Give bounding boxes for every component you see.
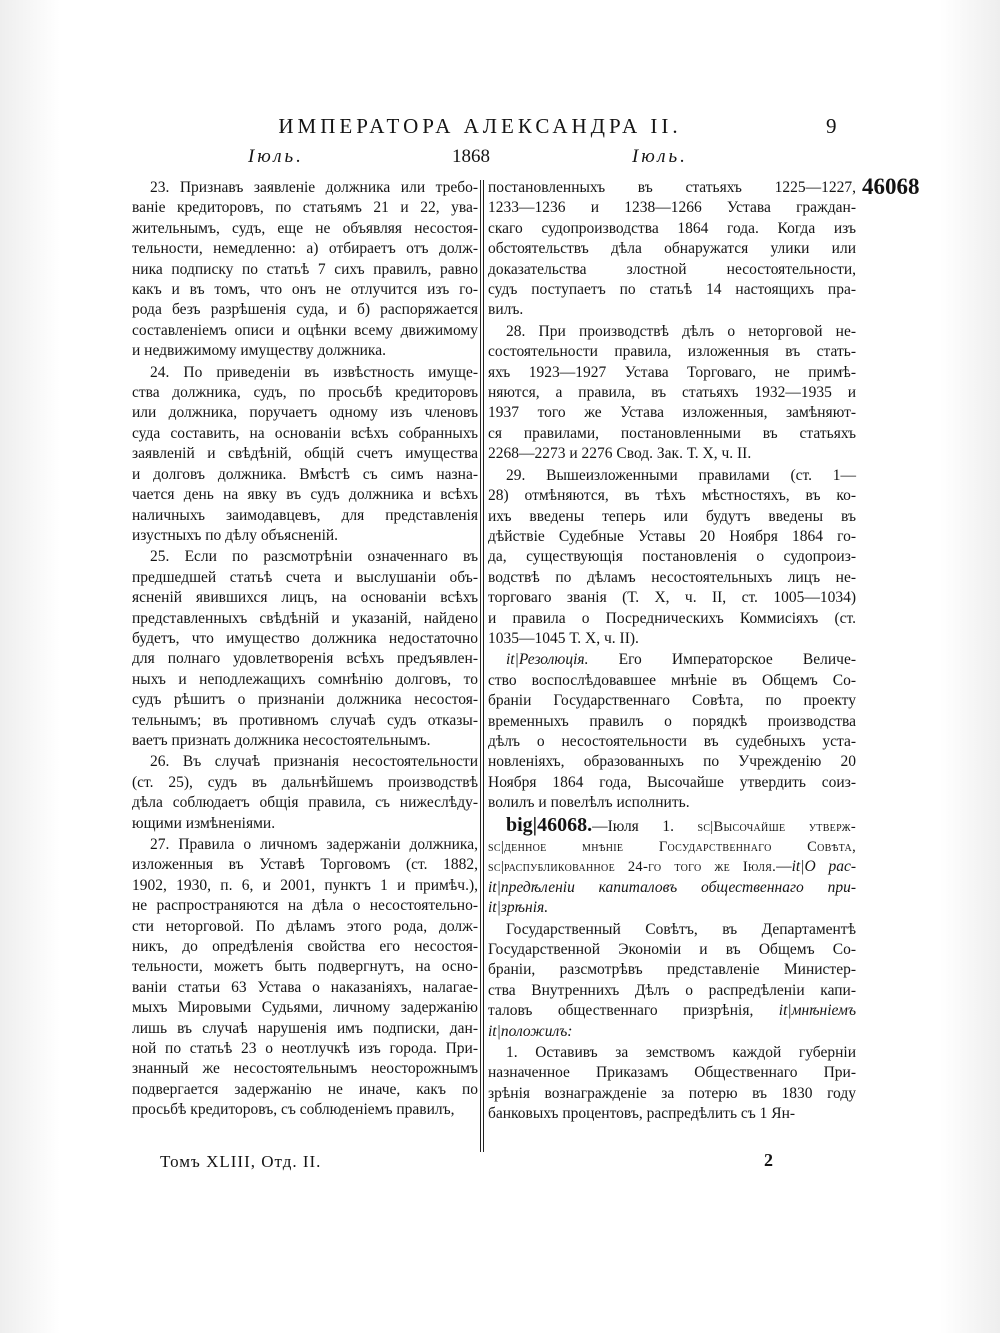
text-segment: ства Внутреннихъ Дѣлъ о распредѣленіи капи-: [488, 981, 856, 999]
text-segment: 28) отмѣняются, въ тѣхъ мѣстностяхъ, въ ко-: [488, 487, 856, 505]
text-segment: 28. При производствѣ дѣлъ о неторговой не-: [506, 322, 856, 340]
text-segment: ясненій явившихся лицъ, на основаніи всѣхъ: [132, 589, 478, 607]
text-line: [488, 981, 856, 1001]
text-segment: волилъ и повелѣлъ исполнить.: [488, 794, 690, 812]
text-segment: наличныхъ заимодавцевъ, для представленія: [132, 506, 478, 524]
text-segment: мыхъ Мировыми Судьями, личному задержанію: [132, 999, 478, 1017]
text-line: [488, 1084, 856, 1104]
paragraph: [132, 547, 478, 751]
paragraph: [488, 815, 856, 919]
text-segment: sc|Высочайше утверж-: [697, 818, 856, 835]
column-divider: [480, 180, 484, 1152]
paragraph: [132, 363, 478, 547]
text-line: [488, 219, 856, 239]
text-segment: ся правилами, постановленными въ статьяхъ: [488, 424, 856, 442]
text-segment: или должника, поручаетъ одному изъ членовъ: [132, 404, 478, 422]
text-line: [132, 526, 478, 546]
text-segment: Государственной Экономіи и въ Общемъ Со-: [488, 941, 856, 959]
text-segment: будетъ, что имущество должника недостаточно: [132, 629, 478, 647]
text-line: [132, 363, 478, 383]
text-segment: 27. Правила о личномъ задержаніи должника,: [150, 836, 478, 853]
paragraph: [132, 752, 478, 834]
text-line: [132, 752, 478, 772]
month-left: Іюль.: [248, 146, 304, 167]
margin-act-number: 46068: [862, 174, 920, 199]
text-line: [132, 1059, 478, 1079]
text-line: [488, 898, 856, 918]
text-line: [488, 363, 856, 383]
text-segment: представленныхъ свѣдѣній и указаній, найдено: [132, 609, 478, 627]
text-line: [488, 650, 856, 670]
text-line: [132, 321, 478, 341]
text-segment: 23. Признавъ заявленіе должника или требо-: [150, 179, 478, 196]
signature-mark: 2: [764, 1150, 773, 1170]
text-segment: изложенныя въ Уставѣ Торговомъ (ст. 1882,: [132, 856, 478, 874]
text-line: [132, 1100, 478, 1120]
text-segment: банковыхъ процентовъ, распредѣлить съ 1 Ян-: [488, 1105, 796, 1123]
right-column: [488, 178, 856, 1126]
text-line: [132, 568, 478, 588]
text-line: [488, 1001, 856, 1021]
text-line: [488, 815, 856, 837]
text-line: [132, 773, 478, 793]
text-segment: 1937 того же Устава изложенныя, замѣняют-: [488, 404, 856, 422]
text-line: [132, 649, 478, 669]
month-right: Іюль.: [632, 146, 688, 167]
paragraph: [488, 466, 856, 650]
text-segment: it|мнѣніемъ: [778, 1002, 856, 1020]
text-segment: яхъ 1923—1927 Устава Торговаго, не примѣ-: [488, 363, 856, 381]
text-segment: it|О рас-: [791, 858, 857, 876]
text-segment: big|46068.: [506, 813, 593, 836]
text-line: [488, 568, 856, 588]
text-segment: доказательства злостной несостоятельности,: [488, 260, 856, 278]
text-line: [132, 260, 478, 280]
text-segment: ства должника, судъ, по просьбѣ кредиторовъ: [132, 384, 478, 402]
text-segment: да, существующія постановленія о судопроиз-: [488, 548, 856, 566]
text-line: [488, 609, 856, 629]
text-line: [488, 878, 856, 898]
text-segment: для полнаго удовлетворенія всѣхъ предъявлен-: [132, 650, 478, 668]
paragraph: [488, 178, 856, 321]
text-segment: 29. Вышеизложенными правилами (ст. 1—: [506, 466, 856, 484]
text-line: [132, 1039, 478, 1059]
text-segment: вилъ.: [488, 301, 524, 319]
left-column: [132, 178, 478, 1122]
text-line: [488, 732, 856, 752]
text-segment: Его Императорское Величе-: [588, 651, 856, 669]
text-segment: дѣйствіе Судебные Уставы 20 Ноября 1864 го-: [488, 527, 856, 545]
text-segment: браніи, разсмотрѣвъ представленіе Министер-: [488, 961, 856, 979]
text-segment: просьбѣ кредиторовъ, съ соблюденіемъ правилъ,: [132, 1101, 455, 1119]
text-line: [132, 690, 478, 710]
text-line: [132, 1080, 478, 1100]
text-line: [132, 383, 478, 403]
text-line: [488, 239, 856, 259]
text-line: [488, 444, 856, 464]
text-segment: —Іюля 1.: [592, 817, 698, 835]
text-segment: постановленныхъ въ статьяхъ 1225—1227,: [488, 179, 856, 196]
text-segment: составленіемъ описи и оцѣнки всему движимому: [132, 321, 478, 339]
text-line: [132, 998, 478, 1018]
text-line: [488, 527, 856, 547]
text-segment: тельнымъ; въ противномъ случаѣ судъ отказы-: [132, 711, 478, 729]
text-line: [488, 280, 856, 300]
text-line: [132, 198, 478, 218]
text-line: [488, 260, 856, 280]
text-segment: водствѣ по дѣламъ несостоятельныхъ лицъ не-: [488, 568, 856, 586]
text-line: [488, 691, 856, 711]
text-segment: ство воспослѣдовавшее мнѣніе въ Общемъ Со-: [488, 671, 856, 689]
text-segment: ной по статьѣ 23 о неотлучкѣ изъ города. При-: [132, 1040, 478, 1058]
paragraph: [488, 322, 856, 465]
text-line: [488, 857, 856, 877]
text-line: [132, 547, 478, 567]
text-line: [132, 280, 478, 300]
text-segment: судъ рѣшитъ о признаніи должника несостоя-: [132, 691, 478, 709]
text-segment: состоятельности правила, изложенныя въ стать-: [488, 343, 856, 361]
text-line: [132, 506, 478, 526]
text-segment: тельности, можетъ быть подвергнутъ, на осно-: [132, 958, 478, 976]
text-line: [488, 773, 856, 793]
text-line: [488, 629, 856, 649]
paragraph: [132, 178, 478, 362]
text-segment: it|Резолюція.: [506, 651, 589, 669]
text-segment: браніи Государственнаго Совѣта, по проекту: [488, 692, 856, 710]
text-segment: it|предѣленіи капиталовъ общественнаго при-: [488, 878, 856, 896]
text-segment: заявленій и свѣдѣній, общій счетъ имущества: [132, 445, 478, 463]
text-line: [132, 465, 478, 485]
text-line: [488, 383, 856, 403]
text-segment: назначенное Приказамъ Общественнаго При-: [488, 1064, 856, 1082]
volume-footer: Томъ XLIII, Отд. II.: [160, 1152, 322, 1171]
text-segment: суда составить, на основаніи всѣхъ собранныхъ: [132, 424, 478, 442]
text-line: [488, 752, 856, 772]
text-line: [488, 1043, 856, 1063]
text-segment: it|зрѣнія.: [488, 899, 549, 917]
text-segment: ника подписку по статьѣ 7 сихъ правилъ, равно: [132, 260, 478, 278]
text-line: [132, 835, 478, 855]
text-line: [132, 178, 478, 198]
text-line: [132, 793, 478, 813]
text-segment: сти неторговой. По дѣламъ этого рода, долж-: [132, 917, 478, 935]
text-segment: (ст. 25), судъ въ дальнѣйшемъ производствѣ: [132, 773, 478, 791]
text-segment: новленіяхъ, образованныхъ по Учрежденію 20: [488, 753, 856, 771]
text-segment: предшедшей статьѣ счета и выслушаніи объ-: [132, 568, 478, 586]
text-line: [132, 444, 478, 464]
text-line: [488, 1104, 856, 1124]
text-segment: Ноября 1864 года, Высочайше утвердить соиз-: [488, 773, 856, 791]
text-line: [132, 341, 478, 361]
text-line: [132, 609, 478, 629]
text-segment: рода безъ разрѣшенія суда, и б) распоряжается: [132, 301, 478, 319]
text-segment: никъ, до опредѣленія свойства его несостоя-: [132, 938, 478, 956]
text-line: [132, 424, 478, 444]
text-segment: Государственный Совѣтъ, въ Департаментѣ: [506, 920, 856, 938]
text-line: [132, 731, 478, 751]
text-segment: таловъ общественнаго призрѣнія,: [488, 1002, 779, 1020]
text-segment: ныхъ и неподлежащихъ сомнѣнію долговъ, то: [132, 670, 478, 688]
text-line: [488, 342, 856, 362]
text-line: [488, 1063, 856, 1083]
text-line: [132, 300, 478, 320]
text-segment: 25. Если по разсмотрѣніи означеннаго въ: [150, 548, 478, 566]
text-segment: дѣла соблюдаетъ общія правила, съ нижеслѣду-: [132, 794, 478, 812]
text-segment: подвергается задержанію не иначе, какъ по: [132, 1080, 478, 1098]
text-segment: няются, а правила, въ статьяхъ 1932—1935 и: [488, 384, 856, 402]
text-line: [132, 917, 478, 937]
text-segment: какъ и въ томъ, что онъ не отлучится изъ го-: [132, 281, 478, 299]
text-line: [488, 198, 856, 218]
text-segment: ваетъ признать должника несостоятельнымъ.: [132, 731, 431, 749]
text-segment: sc|распубликованное 24-го того же Іюля.: [488, 859, 777, 876]
text-line: [132, 670, 478, 690]
page-number: 9: [826, 114, 837, 138]
paragraph: [488, 1043, 856, 1125]
text-line: [488, 466, 856, 486]
text-segment: it|положилъ:: [488, 1022, 573, 1040]
text-segment: знанный же несостоятельнымъ неосторожнымъ: [132, 1060, 478, 1078]
text-segment: 26. Въ случаѣ признанія несостоятельности: [150, 753, 478, 771]
paragraph: [132, 835, 478, 1121]
text-line: [132, 711, 478, 731]
text-segment: зрѣнія вознагражденіе за потерю въ 1830 году: [488, 1084, 856, 1102]
text-segment: чается день на явку въ судъ должника и всѣхъ: [132, 486, 478, 504]
text-line: [132, 814, 478, 834]
text-segment: 1. Оставивъ за земствомъ каждой губерніи: [506, 1044, 856, 1062]
text-segment: тельности, немедленно: а) отбираетъ отъ долж-: [132, 240, 478, 258]
text-line: [132, 896, 478, 916]
text-line: [488, 300, 856, 320]
year: 1868: [452, 146, 490, 167]
text-line: [488, 920, 856, 940]
text-line: [488, 671, 856, 691]
text-segment: скаго судопроизводства 1864 года. Когда изъ: [488, 219, 856, 237]
text-line: [488, 793, 856, 813]
text-segment: ваніи статьи 63 Устава о наказаніяхъ, налагае-: [132, 978, 478, 996]
text-line: [132, 629, 478, 649]
text-line: [488, 424, 856, 444]
text-segment: ваніе кредиторовъ, по статьямъ 21 и 22, ува-: [132, 199, 478, 217]
paragraph: [488, 650, 856, 813]
text-segment: и долговъ должника. Вмѣстѣ съ симъ назна-: [132, 465, 478, 483]
text-segment: 1902, 1930, п. 6, и 2001, пунктъ 1 и примѣч.),: [132, 876, 478, 894]
text-segment: не распространяются на дѣла о несостоятельно-: [132, 897, 478, 915]
text-line: [132, 855, 478, 875]
text-line: [488, 588, 856, 608]
text-segment: 24. По приведеніи въ извѣстность имуще-: [150, 363, 478, 381]
text-line: [488, 507, 856, 527]
text-segment: 2268—2273 и 2276 Свод. Зак. Т. X, ч. II.: [488, 445, 752, 463]
text-segment: ихъ введены теперь или будутъ введены въ: [488, 507, 856, 525]
text-line: [488, 960, 856, 980]
text-line: [488, 322, 856, 342]
text-line: [132, 403, 478, 423]
text-line: [132, 588, 478, 608]
text-segment: судъ поступаетъ по статьѣ 14 настоящихъ пра-: [488, 281, 856, 299]
text-line: [132, 219, 478, 239]
text-segment: ющими измѣненіями.: [132, 814, 276, 832]
text-line: [488, 547, 856, 567]
text-segment: дѣлъ о несостоятельности въ судебныхъ уста-: [488, 732, 856, 750]
text-segment: и правила о Посредническихъ Коммисіяхъ (ст.: [488, 609, 856, 627]
text-segment: —: [776, 858, 792, 876]
text-segment: sc|денное мнѣніе Государственнаго Совѣта,: [488, 839, 856, 855]
text-line: [488, 1022, 856, 1042]
text-line: [488, 940, 856, 960]
text-line: [132, 937, 478, 957]
text-line: [132, 978, 478, 998]
text-segment: 1035—1045 Т. X, ч. II).: [488, 629, 639, 647]
text-segment: изустныхъ по дѣлу объясненій.: [132, 526, 339, 544]
text-line: [488, 837, 856, 857]
text-segment: жительнымъ, судъ, еще не объявляя несостоя-: [132, 219, 478, 237]
text-line: [132, 239, 478, 259]
text-line: [132, 957, 478, 977]
text-segment: и недвижимому имуществу должника.: [132, 342, 386, 360]
text-line: [488, 486, 856, 506]
text-line: [488, 178, 856, 198]
text-line: [132, 876, 478, 896]
paragraph: [488, 920, 856, 1042]
text-line: [132, 1019, 478, 1039]
text-segment: 1233—1236 и 1238—1266 Устава граждан-: [488, 199, 856, 217]
text-line: [488, 712, 856, 732]
text-segment: лишь въ случаѣ нарушенія имъ подписки, дан-: [132, 1019, 478, 1037]
text-line: [488, 403, 856, 423]
text-segment: временныхъ правилъ о порядкѣ производства: [488, 712, 856, 730]
text-segment: торговаго званія (Т. X, ч. II, ст. 1005—1034): [488, 589, 856, 607]
running-header-title: ИМПЕРАТОРА АЛЕКСАНДРА II.: [278, 114, 682, 138]
text-line: [132, 485, 478, 505]
text-segment: обстоятельствъ дѣла обнаружатся улики или: [488, 240, 856, 258]
